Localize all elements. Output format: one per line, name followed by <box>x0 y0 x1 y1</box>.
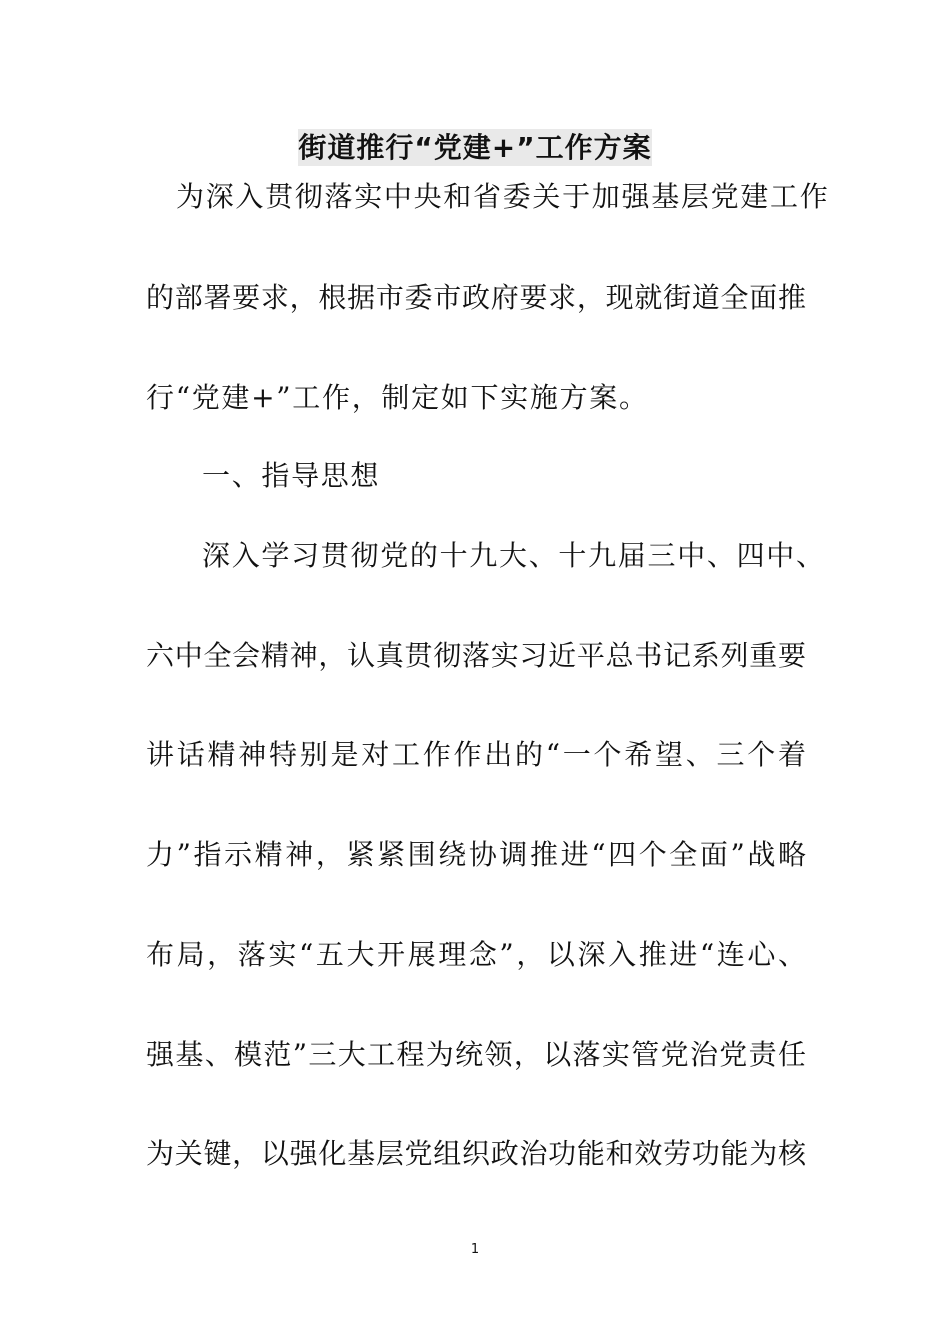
paragraph-line-10: 为关键，以强化基层党组织政治功能和效劳功能为核 <box>146 1137 806 1170</box>
section-heading: 一、指导思想 <box>202 459 381 492</box>
page-number: 1 <box>470 1242 480 1257</box>
paragraph-line-2: 的部署要求，根据市委市政府要求，现就街道全面推 <box>146 281 806 314</box>
paragraph-line-1: 为深入贯彻落实中央和省委关于加强基层党建工作 <box>176 180 830 213</box>
document-title-text: 街道推行“党建+”工作方案 <box>298 131 652 164</box>
paragraph-line-7: 力”指示精神，紧紧围绕协调推进“四个全面”战略 <box>146 838 806 871</box>
paragraph-line-3: 行“党建+”工作，制定如下实施方案。 <box>146 381 649 414</box>
paragraph-line-6: 讲话精神特别是对工作作出的“一个希望、三个着 <box>146 738 806 771</box>
paragraph-line-4: 深入学习贯彻党的十九大、十九届三中、四中、 <box>202 539 826 572</box>
document-title <box>0 128 950 168</box>
paragraph-line-9: 强基、模范”三大工程为统领，以落实管党治党责任 <box>146 1038 806 1071</box>
paragraph-line-5: 六中全会精神，认真贯彻落实习近平总书记系列重要 <box>146 639 806 672</box>
paragraph-line-8: 布局，落实“五大开展理念”，以深入推进“连心、 <box>146 938 806 971</box>
